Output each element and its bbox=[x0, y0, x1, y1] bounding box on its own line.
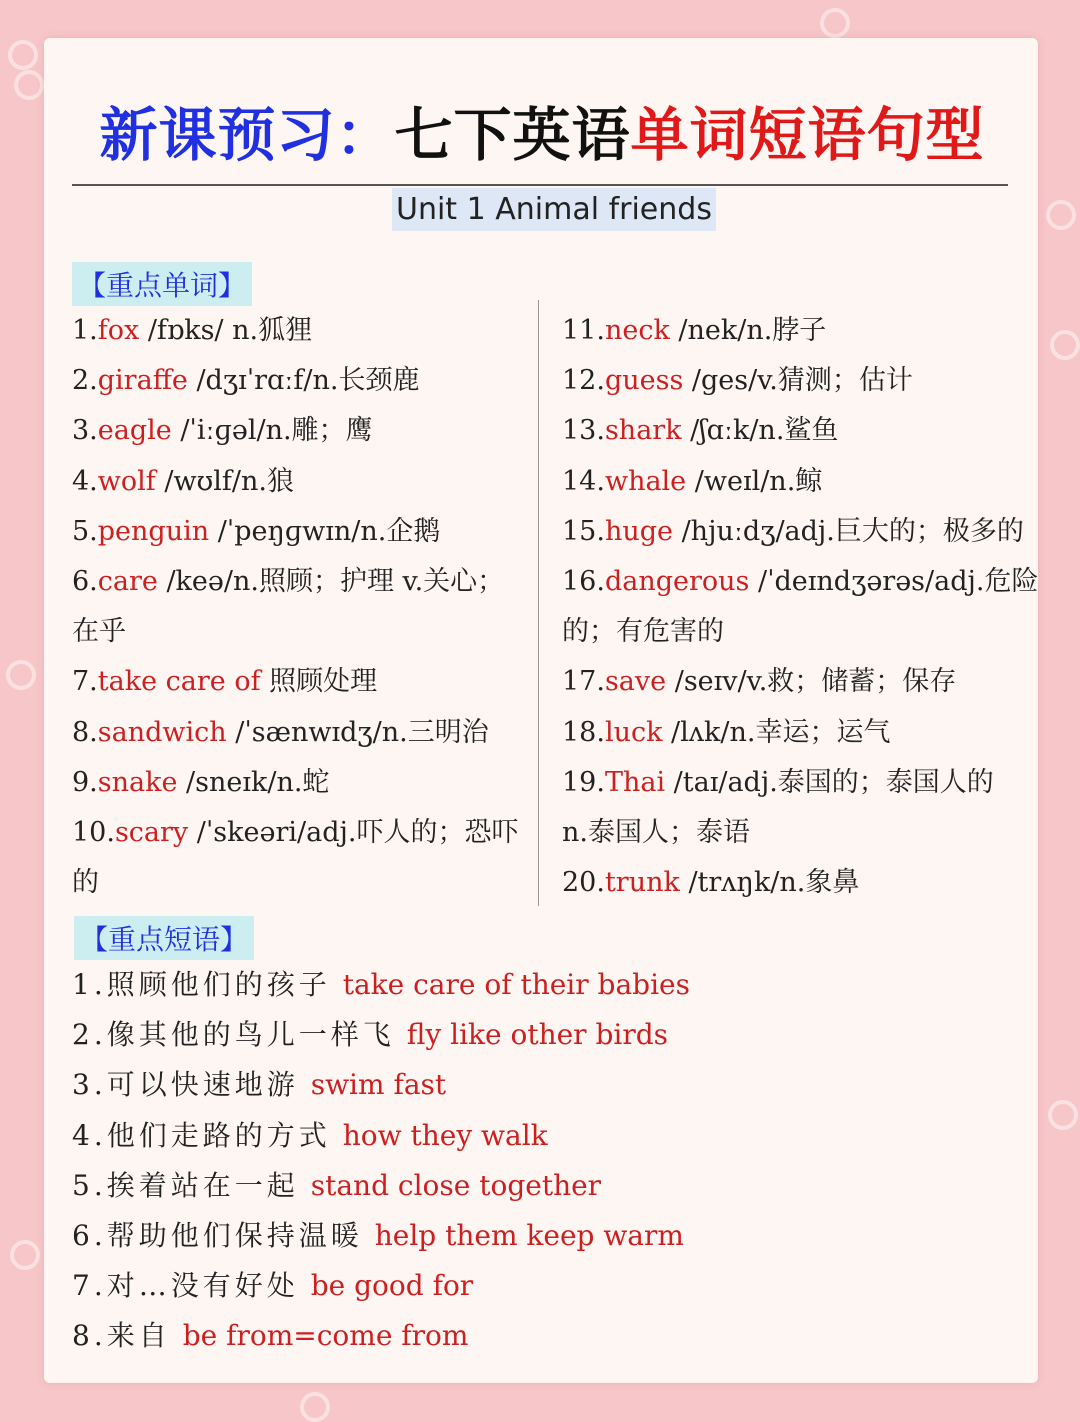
word-definition: /ʃɑːk/n.鲨鱼 bbox=[681, 415, 839, 447]
word-term: save bbox=[604, 666, 667, 698]
word-entry bbox=[562, 406, 1038, 456]
phrase-english: stand close together bbox=[310, 1168, 602, 1202]
word-definition: 照顾处理 bbox=[260, 666, 378, 698]
word-entry bbox=[72, 708, 518, 758]
word-entry bbox=[72, 758, 518, 808]
word-definition: /hjuːdʒ/adj.巨大的；极多的 bbox=[673, 515, 1024, 547]
word-term: whale bbox=[604, 465, 687, 497]
word-term: eagle bbox=[97, 415, 172, 447]
phrase-chinese: 2.像其他的鸟儿一样飞 bbox=[72, 1018, 395, 1052]
word-number: 9. bbox=[72, 766, 98, 798]
phrase-english: fly like other birds bbox=[406, 1018, 669, 1052]
word-definition: /trʌŋk/n.象鼻 bbox=[679, 867, 860, 899]
word-number: 8. bbox=[72, 716, 98, 748]
word-term: giraffe bbox=[97, 365, 188, 397]
phrase-entry bbox=[72, 1010, 690, 1060]
word-term: penguin bbox=[97, 515, 210, 547]
title-part-1: 新课预习： bbox=[99, 101, 395, 169]
column-divider bbox=[538, 300, 539, 906]
word-number: 11. bbox=[562, 315, 605, 346]
words-heading: 【重点单词】 bbox=[72, 262, 252, 306]
word-entry bbox=[72, 356, 518, 406]
word-definition: 在乎 bbox=[72, 616, 126, 648]
word-definition: 的；有危害的 bbox=[562, 616, 724, 648]
word-definition: /lʌk/n.幸运；运气 bbox=[662, 716, 891, 748]
phrase-chinese: 7.对…没有好处 bbox=[72, 1269, 299, 1303]
word-definition: 的 bbox=[72, 867, 99, 899]
word-entry bbox=[562, 758, 1038, 808]
phrase-entry bbox=[72, 1311, 690, 1361]
word-entry bbox=[72, 306, 518, 356]
word-definition: /seɪv/v.救；储蓄；保存 bbox=[666, 666, 957, 698]
word-term: sandwich bbox=[97, 716, 227, 748]
phrases-list bbox=[72, 960, 690, 1362]
word-entry bbox=[72, 457, 518, 507]
unit-label: Unit 1 Animal friends bbox=[392, 188, 716, 231]
title-part-3: 单词短语句型 bbox=[630, 101, 985, 169]
word-number: 20. bbox=[562, 867, 605, 899]
word-entry bbox=[72, 507, 518, 557]
phrase-entry bbox=[72, 960, 690, 1010]
word-number: 1. bbox=[72, 315, 98, 346]
word-entry bbox=[562, 657, 1038, 707]
word-number: 17. bbox=[562, 666, 605, 698]
word-entry bbox=[72, 657, 518, 707]
title-divider bbox=[72, 184, 1008, 186]
words-right-column bbox=[562, 306, 1038, 908]
phrase-entry bbox=[72, 1060, 690, 1110]
word-term: snake bbox=[97, 766, 178, 798]
phrase-entry bbox=[72, 1261, 690, 1311]
word-definition: /wʊlf/n.狼 bbox=[155, 465, 294, 497]
phrase-chinese: 8.来自 bbox=[72, 1319, 171, 1353]
word-number: 19. bbox=[562, 766, 605, 798]
word-entry bbox=[562, 607, 1038, 657]
word-entry bbox=[72, 557, 518, 607]
word-entry bbox=[72, 808, 518, 858]
word-term: shark bbox=[604, 415, 682, 447]
word-definition: /dʒɪˈrɑːf/n.长颈鹿 bbox=[187, 365, 420, 397]
word-definition: /weɪl/n.鲸 bbox=[686, 465, 823, 497]
phrase-english: help them keep warm bbox=[374, 1218, 684, 1252]
word-definition: /ˈskeəri/adj.吓人的；恐吓 bbox=[188, 816, 519, 848]
word-definition: /sneɪk/n.蛇 bbox=[177, 766, 330, 798]
word-number: 2. bbox=[72, 365, 98, 397]
word-entry bbox=[72, 858, 518, 908]
word-entry bbox=[562, 356, 1038, 406]
word-term: luck bbox=[604, 716, 663, 748]
word-term: dangerous bbox=[604, 565, 750, 597]
word-definition: /fɒks/ n.狐狸 bbox=[139, 315, 313, 346]
phrase-english: be good for bbox=[310, 1269, 474, 1303]
word-number: 13. bbox=[562, 415, 605, 447]
word-definition: /ˈdeɪndʒərəs/adj.危险 bbox=[749, 565, 1039, 597]
word-definition: /ˈsænwɪdʒ/n.三明治 bbox=[226, 716, 489, 748]
word-definition: /ges/v.猜测；估计 bbox=[683, 365, 913, 397]
word-term: trunk bbox=[604, 867, 680, 899]
word-definition: /ˈpeŋɡwɪn/n.企鹅 bbox=[209, 515, 441, 547]
phrase-english: swim fast bbox=[310, 1068, 447, 1102]
content-card bbox=[44, 38, 1038, 1383]
word-number: 3. bbox=[72, 415, 98, 447]
phrase-chinese: 6.帮助他们保持温暖 bbox=[72, 1218, 363, 1252]
word-term: neck bbox=[604, 315, 670, 346]
phrase-chinese: 4.他们走路的方式 bbox=[72, 1118, 331, 1152]
word-number: 18. bbox=[562, 716, 605, 748]
word-entry bbox=[562, 457, 1038, 507]
words-left-column bbox=[72, 306, 518, 908]
word-number: 6. bbox=[72, 565, 98, 597]
word-number: 14. bbox=[562, 465, 605, 497]
word-number: 7. bbox=[72, 666, 98, 698]
word-term: Thai bbox=[604, 766, 666, 798]
word-definition: /keə/n.照顾；护理 v.关心； bbox=[157, 565, 505, 597]
word-number: 15. bbox=[562, 515, 605, 547]
word-entry bbox=[72, 607, 518, 657]
word-number: 16. bbox=[562, 565, 605, 597]
word-term: take care of bbox=[97, 666, 261, 698]
word-entry bbox=[562, 306, 1038, 356]
page-title bbox=[72, 88, 1012, 172]
word-term: care bbox=[97, 565, 158, 597]
phrase-chinese: 1.照顾他们的孩子 bbox=[72, 968, 331, 1001]
phrase-entry bbox=[72, 1111, 690, 1161]
word-definition: /nek/n.脖子 bbox=[669, 315, 827, 346]
word-entry bbox=[562, 858, 1038, 908]
word-term: wolf bbox=[97, 465, 156, 497]
phrase-english: be from=come from bbox=[182, 1319, 469, 1353]
phrase-chinese: 3.可以快速地游 bbox=[72, 1068, 299, 1102]
word-term: guess bbox=[604, 365, 684, 397]
word-number: 12. bbox=[562, 365, 605, 397]
word-term: scary bbox=[114, 816, 189, 848]
word-number: 10. bbox=[72, 816, 115, 848]
word-definition: /taɪ/adj.泰国的；泰国人的 bbox=[665, 766, 994, 798]
word-term: huge bbox=[604, 515, 673, 547]
word-entry bbox=[562, 808, 1038, 858]
word-entry bbox=[562, 708, 1038, 758]
phrase-english: how they walk bbox=[342, 1118, 548, 1152]
word-entry bbox=[562, 557, 1038, 607]
phrases-heading: 【重点短语】 bbox=[74, 916, 254, 960]
phrase-entry bbox=[72, 1211, 690, 1261]
word-entry bbox=[562, 507, 1038, 557]
phrase-english: take care of their babies bbox=[342, 968, 690, 1001]
word-term: fox bbox=[97, 315, 140, 346]
word-entry bbox=[72, 406, 518, 456]
word-definition: /ˈiːɡəl/n.雕；鹰 bbox=[171, 415, 373, 447]
word-number: 4. bbox=[72, 465, 98, 497]
word-number: 5. bbox=[72, 515, 98, 547]
phrase-chinese: 5.挨着站在一起 bbox=[72, 1168, 299, 1202]
word-definition: n.泰国人；泰语 bbox=[562, 816, 750, 848]
phrase-entry bbox=[72, 1161, 690, 1211]
title-part-2: 七下英语 bbox=[394, 101, 631, 169]
